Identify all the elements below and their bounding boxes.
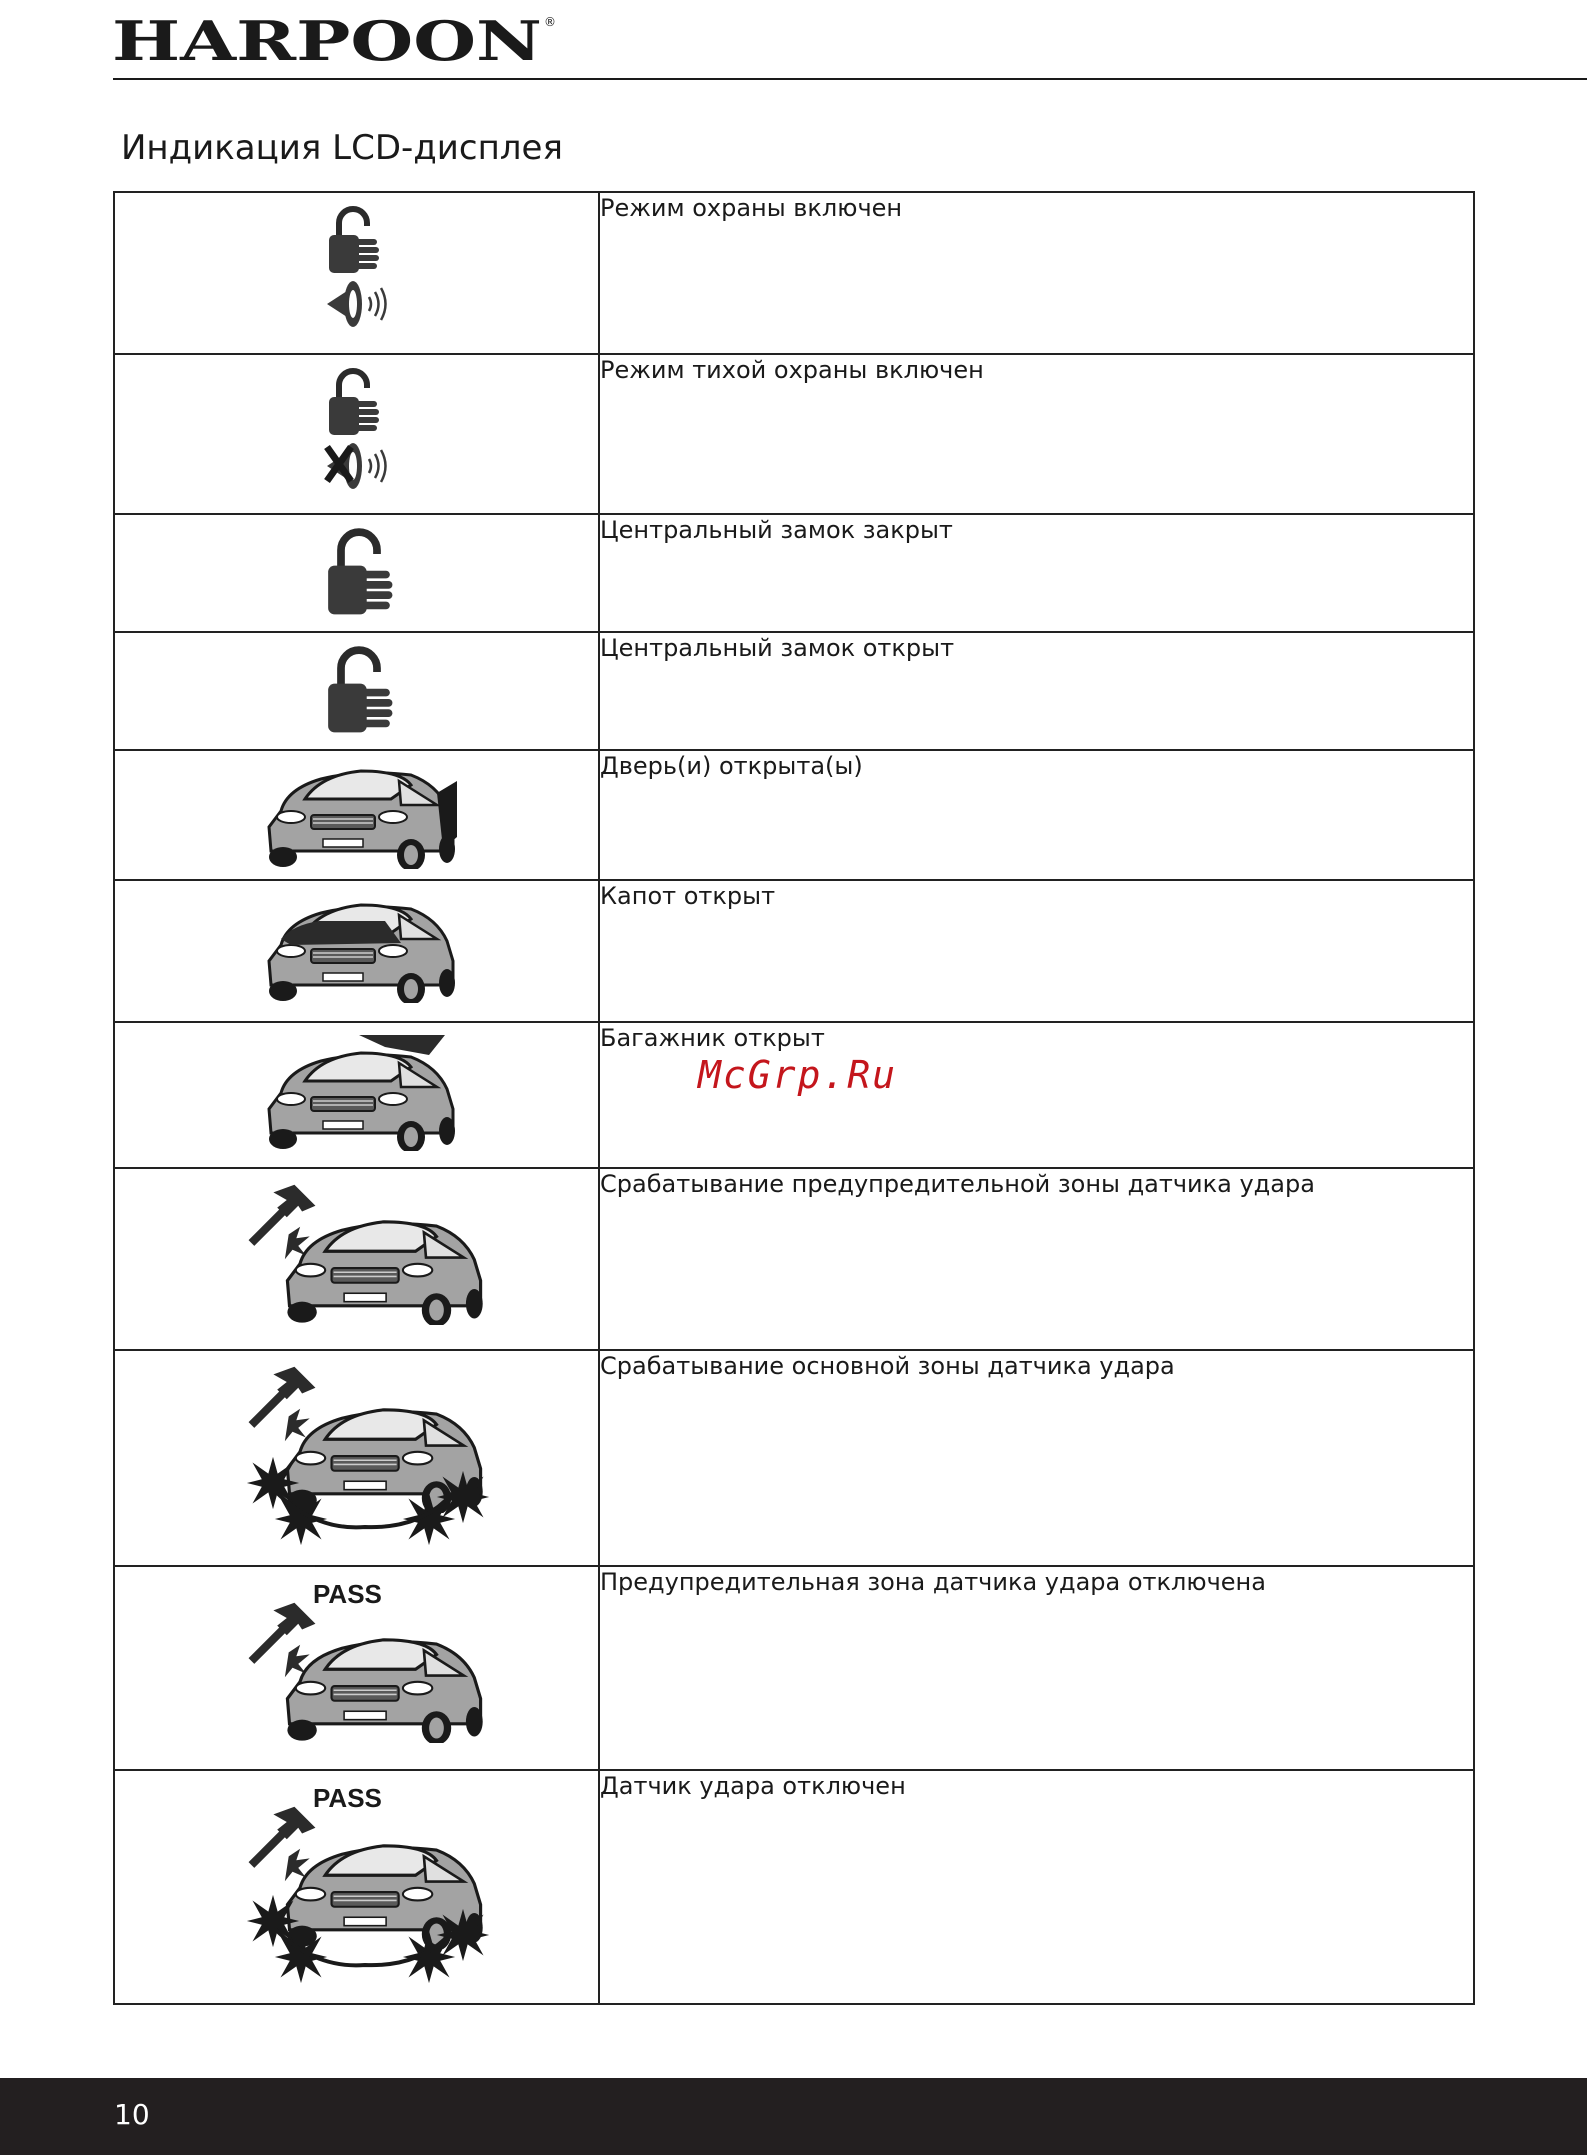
car-trunk-open-icon — [115, 1023, 598, 1163]
shock-sensor-bypass-icon — [115, 1771, 598, 1999]
header-rule — [113, 78, 1587, 80]
lock-and-muted-siren-icon — [115, 355, 598, 509]
table-row — [114, 880, 1474, 1022]
shock-warning-bypass-icon — [115, 1567, 598, 1765]
lock-open-icon — [115, 633, 598, 745]
table-row — [114, 1350, 1474, 1566]
footer-bar — [0, 2078, 1587, 2155]
table-row — [114, 1168, 1474, 1350]
row-description: Режим тихой охраны включен — [599, 354, 1474, 514]
shock-warning-zone-icon — [115, 1169, 598, 1345]
pass-label: PASS — [313, 1579, 382, 1609]
row-description: Дверь(и) открыта(ы) — [599, 750, 1474, 880]
row-description: Центральный замок закрыт — [599, 514, 1474, 632]
lock-and-siren-icon — [115, 193, 598, 349]
row-description: Капот открыт — [599, 880, 1474, 1022]
row-description: Режим охраны включен — [599, 192, 1474, 354]
watermark: McGrp.Ru — [698, 1053, 898, 1097]
row-description: Датчик удара отключен — [599, 1770, 1474, 2004]
page-title: Индикация LCD-дисплея — [121, 128, 563, 168]
car-door-open-icon — [115, 751, 598, 875]
table-row — [114, 750, 1474, 880]
pass-label: PASS — [313, 1783, 382, 1813]
table-row — [114, 632, 1474, 750]
table-row — [114, 192, 1474, 354]
table-row — [114, 354, 1474, 514]
car-hood-open-icon — [115, 881, 598, 1017]
table-row — [114, 1770, 1474, 2004]
svg-text:®: ® — [544, 15, 556, 29]
table-row — [114, 1566, 1474, 1770]
row-description: Срабатывание предупредительной зоны датчика удара — [599, 1168, 1474, 1350]
row-description: Багажник открыт — [599, 1022, 1474, 1168]
shock-main-zone-icon — [115, 1351, 598, 1561]
row-description: Центральный замок открыт — [599, 632, 1474, 750]
page-number: 10 — [114, 2098, 150, 2131]
row-description: Срабатывание основной зоны датчика удара — [599, 1350, 1474, 1566]
svg-text:HARPOON: HARPOON — [112, 10, 542, 70]
lock-closed-icon — [115, 515, 598, 627]
row-description: Предупредительная зона датчика удара отключена — [599, 1566, 1474, 1770]
harpoon-logo — [112, 10, 556, 70]
lcd-indication-table — [113, 191, 1475, 2005]
table-row — [114, 514, 1474, 632]
